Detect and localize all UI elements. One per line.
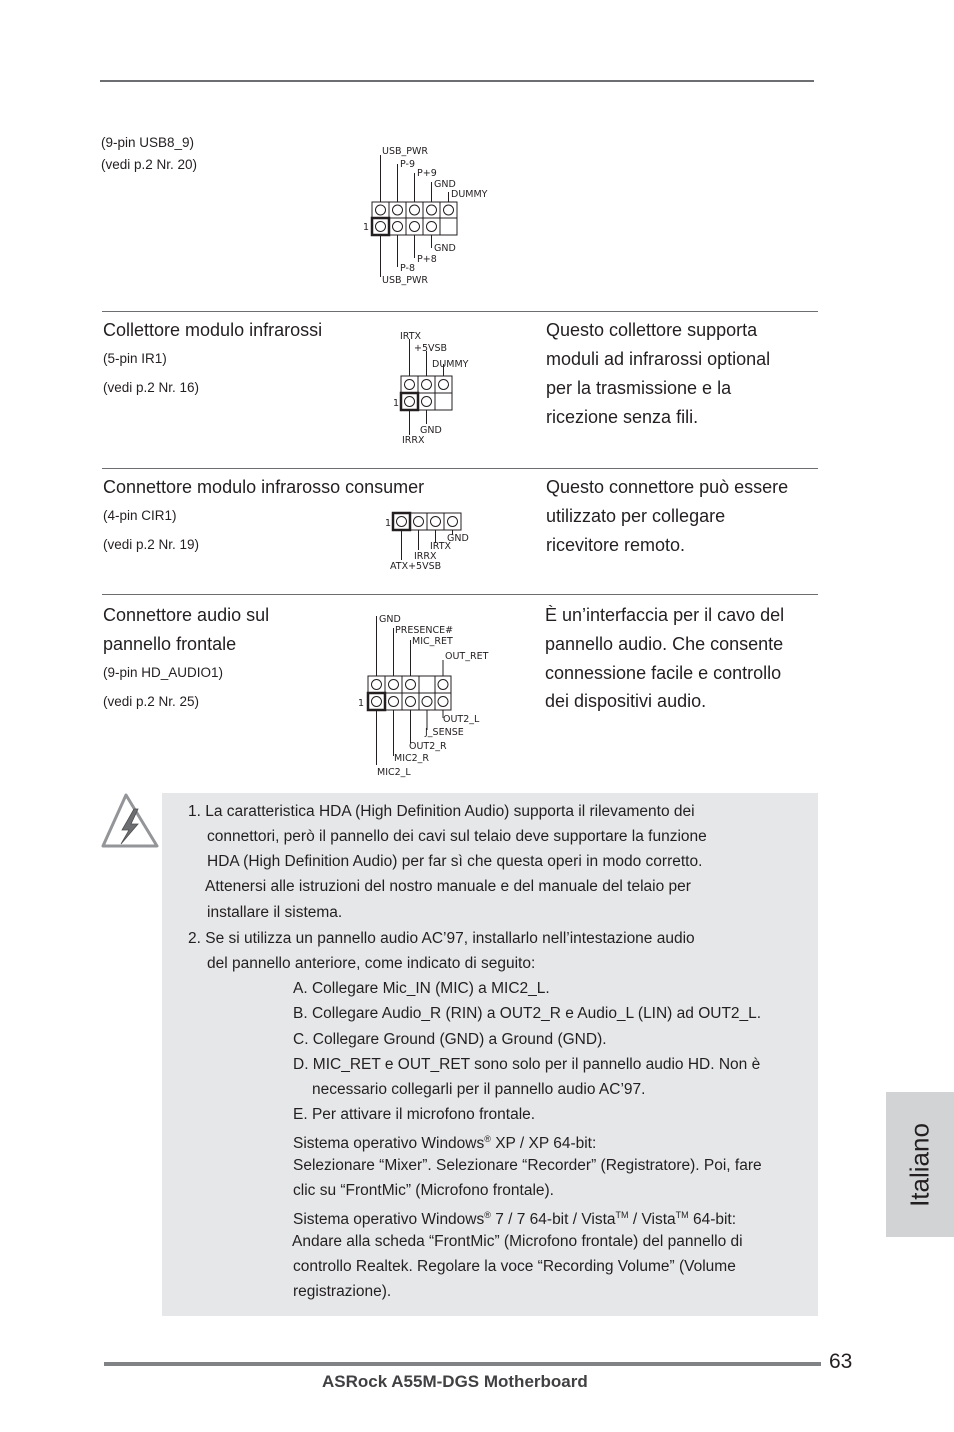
audio-desc-2: pannello audio. Che consente <box>545 634 784 654</box>
note-line: necessario collegarli per il pannello audio AC’97. <box>312 1081 646 1098</box>
note-line: C. Collegare Ground (GND) a Ground (GND). <box>293 1031 607 1048</box>
page-number: 63 <box>829 1350 853 1373</box>
ir-desc-2: moduli ad infrarossi optional <box>546 349 771 369</box>
audio-label-out2r: OUT2_R <box>409 741 447 752</box>
cir-ref: (vedi p.2 Nr. 19) <box>103 537 200 552</box>
usb-label-p9p: P+9 <box>417 168 437 179</box>
usb-label-usbpwr-top: USB_PWR <box>382 146 428 157</box>
note-line: installare il sistema. <box>207 904 343 921</box>
note-line: Attenersi alle istruzioni del nostro manuale e del manuale del telaio per <box>205 878 691 895</box>
cir-desc-1: Questo connettore può essere <box>546 477 789 497</box>
cir-desc-2: utilizzato per collegare <box>546 506 726 526</box>
usb-label-p8n: P-8 <box>400 263 415 274</box>
note-line: D. MIC_RET e OUT_RET sono solo per il pannello audio HD. Non è <box>293 1056 761 1073</box>
note-line: A. Collegare Mic_IN (MIC) a MIC2_L. <box>293 980 550 997</box>
ir-label-5vsb: +5VSB <box>414 343 448 354</box>
cir-header-diagram <box>384 508 484 573</box>
audio-label-micret: MIC_RET <box>412 636 453 647</box>
ir-label-gnd: GND <box>420 425 442 436</box>
ir-ref: (vedi p.2 Nr. 16) <box>103 380 200 395</box>
note-line: Andare alla scheda “FrontMic” (Microfono frontale) del pannello di <box>292 1233 743 1250</box>
ir-desc-4: ricezione senza fili. <box>546 407 699 427</box>
cir-label-gnd: GND <box>447 533 469 544</box>
language-tab <box>886 1092 954 1237</box>
ir-label-irtx: IRTX <box>400 331 422 342</box>
top-rule <box>100 80 814 82</box>
ir-desc-3: per la trasmissione e la <box>546 378 732 398</box>
usb-ref: (vedi p.2 Nr. 20) <box>101 157 198 172</box>
audio-label-jsense: J_SENSE <box>425 727 464 738</box>
audio-desc-4: dei dispositivi audio. <box>545 691 707 711</box>
language-tab-label: Italiano <box>904 1122 935 1207</box>
footer-title: ASRock A55M-DGS Motherboard <box>322 1372 588 1391</box>
cir-label-atx5vsb: ATX+5VSB <box>390 561 442 572</box>
note-line: 2. Se si utilizza un pannello audio AC’97, installarlo nell’intestazione audio <box>188 930 695 947</box>
usb-label-p8p: P+8 <box>417 254 437 265</box>
cir-pin1: 1 <box>385 518 392 529</box>
cir-title: Connettore modulo infrarosso consumer <box>103 477 425 497</box>
warning-icon <box>100 792 162 850</box>
cir-label-irtx: IRTX <box>430 541 452 552</box>
audio-desc-3: connessione facile e controllo <box>545 663 782 683</box>
note-line-windows-7: Sistema operativo Windows® 7 / 7 64-bit / Vista™ / Vista™ 64-bit: <box>293 1210 737 1229</box>
note-line: del pannello anteriore, come indicato di seguito: <box>207 955 536 972</box>
audio-pin-name: (9-pin HD_AUDIO1) <box>103 665 224 680</box>
ir-pin-name: (5-pin IR1) <box>103 351 167 366</box>
footer-rule <box>104 1362 821 1366</box>
audio-label-out2l: OUT2_L <box>443 714 480 725</box>
ir-label-irrx: IRRX <box>402 435 425 446</box>
usb-pin1: 1 <box>363 222 370 233</box>
note-line: 1. La caratteristica HDA (High Definition Audio) supporta il rilevamento dei <box>188 803 695 820</box>
usb-header-diagram <box>360 140 510 290</box>
note-line: connettori, però il pannello dei cavi sul telaio deve supportare la funzione <box>207 828 707 845</box>
usb-label-p9n: P-9 <box>400 159 415 170</box>
audio-label-gnd: GND <box>379 614 401 625</box>
usb-label-usbpwr-bottom: USB_PWR <box>382 275 428 286</box>
ir-label-dummy: DUMMY <box>432 359 469 370</box>
audio-pin1: 1 <box>358 698 365 709</box>
ir-desc-1: Questo collettore supporta <box>546 320 758 340</box>
audio-label-presence: PRESENCE# <box>395 625 454 636</box>
note-line: clic su “FrontMic” (Microfono frontale). <box>293 1182 554 1199</box>
divider-3 <box>102 594 818 595</box>
note-line: registrazione). <box>293 1283 392 1300</box>
audio-title-1: Connettore audio sul <box>103 605 270 625</box>
divider-2 <box>102 468 818 469</box>
note-line: controllo Realtek. Regolare la voce “Recording Volume” (Volume <box>293 1258 736 1275</box>
audio-ref: (vedi p.2 Nr. 25) <box>103 694 200 709</box>
audio-title-2: pannello frontale <box>103 634 237 654</box>
usb-label-gnd-top: GND <box>434 179 456 190</box>
audio-desc-1: È un’interfaccia per il cavo del <box>545 605 785 625</box>
usb-label-gnd-bottom: GND <box>434 243 456 254</box>
cir-label-irrx: IRRX <box>414 551 437 562</box>
audio-header-diagram <box>355 610 505 780</box>
audio-label-outret: OUT_RET <box>445 651 489 662</box>
note-line: B. Collegare Audio_R (RIN) a OUT2_R e Audio_L (LIN) ad OUT2_L. <box>293 1005 762 1022</box>
ir-pin1: 1 <box>393 398 400 409</box>
audio-label-mic2l: MIC2_L <box>377 767 411 778</box>
audio-label-mic2r: MIC2_R <box>394 753 430 764</box>
ir-title: Collettore modulo infrarossi <box>103 320 323 340</box>
usb-label-dummy: DUMMY <box>451 189 488 200</box>
usb-pin-name: (9-pin USB8_9) <box>101 135 195 150</box>
divider-1 <box>102 311 818 312</box>
cir-pin-name: (4-pin CIR1) <box>103 508 177 523</box>
cir-desc-3: ricevitore remoto. <box>546 535 686 555</box>
note-line: E. Per attivare il microfono frontale. <box>293 1106 536 1123</box>
note-line-windows-xp: Sistema operativo Windows® XP / XP 64-bit: <box>293 1134 597 1153</box>
note-line: Selezionare “Mixer”. Selezionare “Recorder” (Registratore). Poi, fare <box>293 1157 762 1174</box>
note-line: HDA (High Definition Audio) per far sì che questa operi in modo corretto. <box>207 853 703 870</box>
ir-header-diagram <box>390 328 490 448</box>
